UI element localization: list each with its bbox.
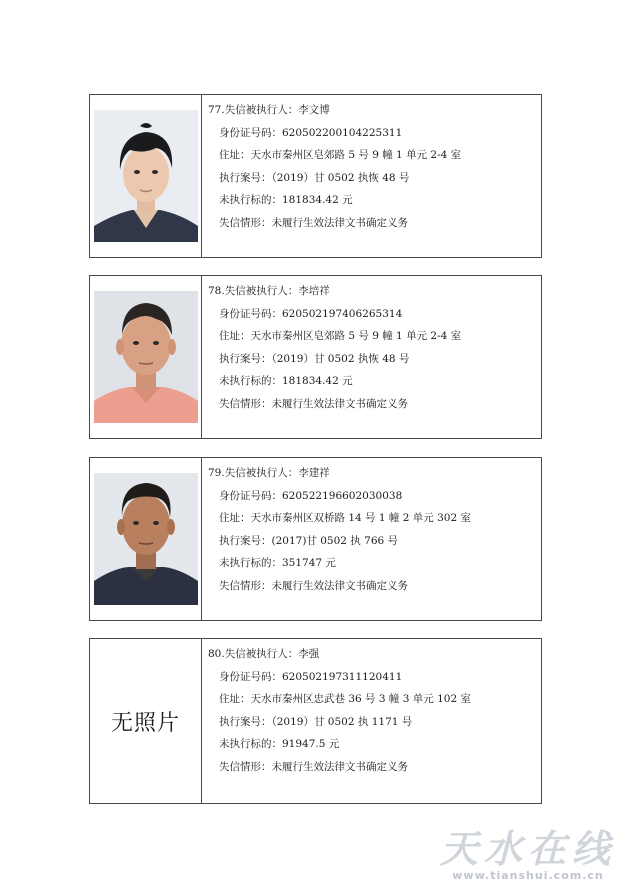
default-status: 失信情形：未履行生效法律文书确定义务: [219, 397, 408, 410]
id-number: 身份证号码：620502200104225311: [219, 126, 403, 139]
person-photo: [94, 473, 198, 605]
record-header: 77.失信被执行人：李文博: [208, 104, 330, 116]
record-card-79: [89, 457, 542, 621]
address: 住址：天水市秦州区皂郊路 5 号 9 幢 1 单元 2-4 室: [219, 149, 462, 161]
id-number: 身份证号码：620522196602030038: [219, 489, 403, 502]
default-status: 失信情形：未履行生效法律文书确定义务: [219, 579, 408, 592]
case-number: 执行案号：（2019）甘 0502 执 1171 号: [219, 715, 413, 728]
person-photo: [94, 291, 198, 423]
record-header: 79.失信被执行人：李建祥: [208, 467, 330, 479]
photo-cell: [90, 458, 202, 620]
person-photo: [94, 110, 198, 242]
record-info: [202, 95, 541, 257]
id-number: 身份证号码：620502197406265314: [219, 307, 403, 320]
case-number: 执行案号：（2019）甘 0502 执恢 48 号: [219, 352, 410, 365]
record-card-80: [89, 638, 542, 804]
address: 住址：天水市秦州区皂郊路 5 号 9 幢 1 单元 2-4 室: [219, 330, 462, 342]
no-photo-label: 无照片: [110, 710, 180, 736]
case-number: 执行案号：(2017)甘 0502 执 766 号: [219, 534, 399, 547]
address: 住址：天水市秦州区忠武巷 36 号 3 幢 3 单元 102 室: [219, 693, 471, 705]
default-status: 失信情形：未履行生效法律文书确定义务: [219, 760, 408, 773]
record-header: 80.失信被执行人：李强: [208, 648, 320, 660]
unexecuted-amount: 未执行标的：91947.5 元: [219, 738, 340, 750]
case-number: 执行案号：（2019）甘 0502 执恢 48 号: [219, 171, 410, 184]
record-card-78: [89, 275, 542, 439]
record-info: [202, 639, 541, 803]
record-card-77: [89, 94, 542, 258]
unexecuted-amount: 未执行标的：181834.42 元: [219, 194, 353, 206]
unexecuted-amount: 未执行标的：351747 元: [219, 557, 336, 569]
watermark-url: www.tianshui.com.cn: [452, 869, 604, 882]
record-header: 78.失信被执行人：李培祥: [208, 285, 330, 297]
photo-cell: [90, 639, 202, 803]
site-watermark: [440, 829, 616, 882]
id-number: 身份证号码：620502197311120411: [219, 670, 403, 683]
record-info: [202, 276, 541, 438]
photo-cell: [90, 276, 202, 438]
default-status: 失信情形：未履行生效法律文书确定义务: [219, 216, 408, 229]
record-info: [202, 458, 541, 620]
unexecuted-amount: 未执行标的：181834.42 元: [219, 375, 353, 387]
watermark-title: 天水在线: [439, 827, 616, 871]
photo-cell: [90, 95, 202, 257]
address: 住址：天水市秦州区双桥路 14 号 1 幢 2 单元 302 室: [219, 512, 471, 524]
